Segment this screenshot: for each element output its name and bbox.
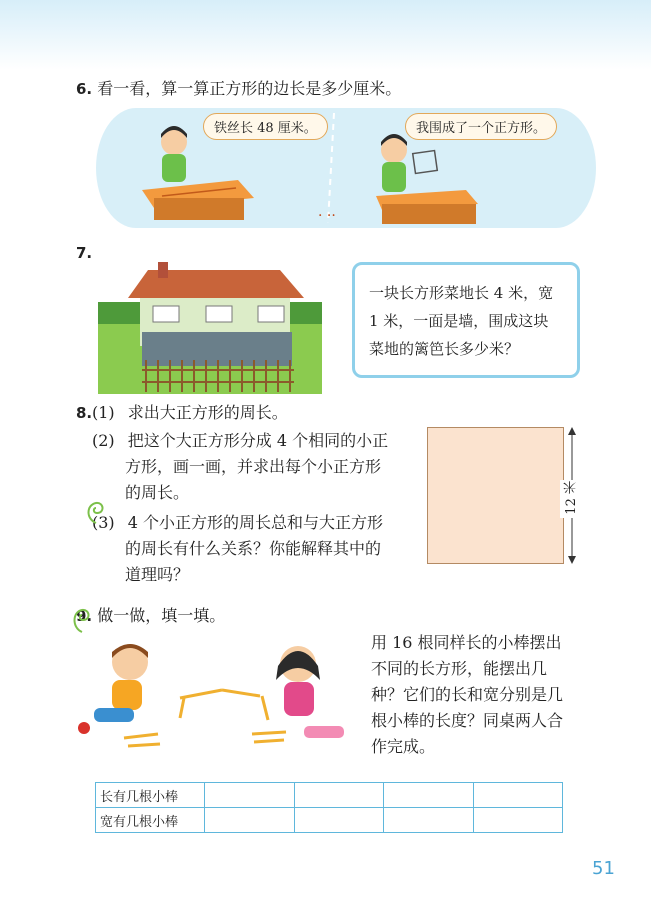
answer-cell[interactable]: [384, 783, 474, 808]
q8-part-label: (3): [92, 513, 115, 532]
question-9-title: 做一做，填一填。: [97, 606, 226, 625]
q8-part-label: (1): [92, 403, 115, 422]
answer-cell[interactable]: [294, 808, 384, 833]
answer-cell[interactable]: [384, 808, 474, 833]
question-6-text: 看一看，算一算正方形的边长是多少厘米。: [97, 79, 402, 98]
question-6: [76, 76, 401, 102]
q8-part-3: [92, 510, 383, 536]
table-row: [96, 783, 563, 808]
q7-line: 1 米，一面是墙，围成这块: [369, 312, 549, 330]
page-number: 51: [592, 858, 615, 879]
q9-description-line: 种？它们的长和宽分别是几: [371, 685, 564, 704]
question-8: [76, 400, 92, 426]
swirl-icon: [84, 497, 108, 527]
ellipsis-dots: · ··: [318, 208, 336, 224]
children-sticks-illustration: [72, 636, 362, 764]
house-garden-illustration: [98, 262, 322, 394]
answer-table: [95, 782, 563, 833]
question-9: [76, 603, 225, 629]
square-side-label: 12 米: [564, 481, 579, 515]
answer-cell[interactable]: [294, 783, 384, 808]
q8-part-text: 把这个大正方形分成 4 个相同的小正: [127, 431, 389, 450]
q7-line: 菜地的篱笆长多少米？: [369, 340, 520, 358]
q8-part-2-line-2: 方形，画一画，并求出每个小正方形: [125, 457, 382, 476]
q9-description: [371, 630, 563, 760]
q9-description-line: 根小棒的长度？同桌两人合: [371, 711, 564, 730]
swirl-icon: [70, 600, 94, 636]
question-7: [76, 240, 92, 266]
answer-cell[interactable]: [205, 783, 295, 808]
answer-cell[interactable]: [205, 808, 295, 833]
q8-part-3-line-2: 的周长有什么关系？你能解释其中的: [125, 539, 382, 558]
question-8-number: 8.: [76, 404, 93, 422]
q8-part-2-line-3: 的周长。: [125, 483, 190, 502]
q9-description-line: 不同的长方形，能摆出几: [371, 659, 548, 678]
header-band: [0, 0, 651, 70]
row-header: 宽有几根小棒: [96, 808, 205, 833]
answer-cell[interactable]: [473, 808, 563, 833]
q9-description-line: 作完成。: [371, 737, 436, 756]
answer-cell[interactable]: [473, 783, 563, 808]
q8-part-1: [92, 400, 288, 426]
question-6-number: 6.: [76, 80, 93, 98]
big-square: [427, 427, 564, 564]
speech-bubble-left: 铁丝长 48 厘米。: [203, 113, 328, 140]
question-9-number: 9.: [76, 607, 93, 625]
q7-line: 一块长方形菜地长 4 米，宽: [369, 284, 554, 302]
table-row: [96, 808, 563, 833]
q9-description-line: 用 16 根同样长的小棒摆出: [371, 633, 562, 652]
q8-part-label: (2): [92, 431, 115, 450]
row-header: 长有几根小棒: [96, 783, 205, 808]
speech-bubble-right: 我围成了一个正方形。: [405, 113, 557, 140]
q8-part-2: [92, 428, 388, 454]
question-7-number: 7.: [76, 244, 93, 262]
q8-part-text: 求出大正方形的周长。: [127, 403, 288, 422]
question-7-text-box: [352, 262, 580, 378]
q8-part-3-line-3: 道理吗？: [125, 565, 190, 584]
q8-part-text: 4 个小正方形的周长总和与大正方形: [127, 513, 384, 532]
